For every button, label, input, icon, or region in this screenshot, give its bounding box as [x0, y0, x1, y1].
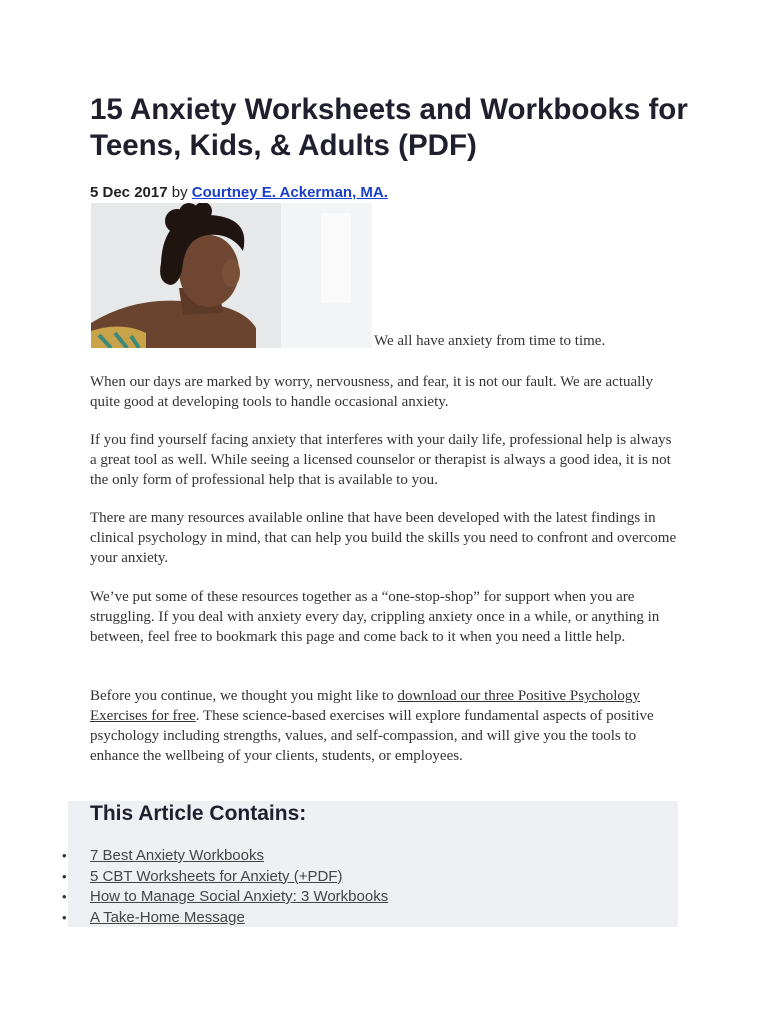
toc-list — [62, 846, 388, 928]
toc-title: This Article Contains: — [90, 802, 307, 825]
image-caption: We all have anxiety from time to time. — [374, 333, 606, 349]
paragraph-5 — [90, 686, 680, 766]
article-photo — [91, 203, 372, 348]
paragraph-5-intro: Before you continue, we thought you might like to — [90, 688, 398, 704]
article-title: 15 Anxiety Worksheets and Workbooks for Teens, Kids, & Adults (PDF) — [90, 93, 688, 162]
bullet-icon: • — [62, 909, 67, 925]
toc-link-anxiety-workbooks[interactable]: 7 Best Anxiety Workbooks — [90, 847, 264, 864]
publish-date: 5 Dec 2017 — [90, 184, 168, 201]
toc-link-cbt-worksheets[interactable]: 5 CBT Worksheets for Anxiety (+PDF) — [90, 867, 343, 885]
byline-by: by — [171, 184, 188, 201]
paragraph-3: There are many resources available online that have been developed with the latest findings in clinical psychology in mind, that can help you build the skills you need to confront and overcome your anxiety. — [90, 510, 677, 566]
toc-item — [62, 908, 388, 929]
toc-item — [62, 887, 388, 908]
byline — [90, 184, 388, 201]
bullet-icon: • — [62, 868, 67, 884]
bullet-icon: • — [62, 848, 67, 863]
toc-link-take-home-message[interactable]: A Take-Home Message — [90, 908, 245, 926]
paragraph-2: If you find yourself facing anxiety that interferes with your daily life, professional help is always a great tool as well. While seeing a licensed counselor or therapist is always a good idea, it is not the only form of professional help that is available to you. — [90, 432, 672, 488]
toc-item — [62, 846, 388, 867]
paragraph-1: When our days are marked by worry, nervousness, and fear, it is not our fault. We are actually quite good at developing tools to handle occasional anxiety. — [90, 374, 653, 410]
paragraph-5-rest: . These science-based exercises will explore fundamental aspects of positive psychology including strengths, values, and self-compassion, and will give you the tools to enhance the wellbeing of your clients, students, or employees. — [90, 708, 654, 764]
paragraph-4: We’ve put some of these resources together as a “one-stop-shop” for support when you are struggling. If you deal with anxiety every day, crippling anxiety once in a while, or anything in between, feel free to bookmark this page and come back to it when you need a little help. — [90, 589, 660, 645]
bullet-icon: • — [62, 889, 67, 904]
toc-item — [62, 867, 388, 888]
author-link[interactable]: Courtney E. Ackerman, MA. — [191, 184, 388, 201]
toc-link-social-anxiety[interactable]: How to Manage Social Anxiety: 3 Workbooks — [90, 888, 389, 905]
article-photo-illustration — [91, 203, 372, 348]
download-exercises-link[interactable]: download our three Positive Psychology Exercises for free — [90, 688, 640, 724]
